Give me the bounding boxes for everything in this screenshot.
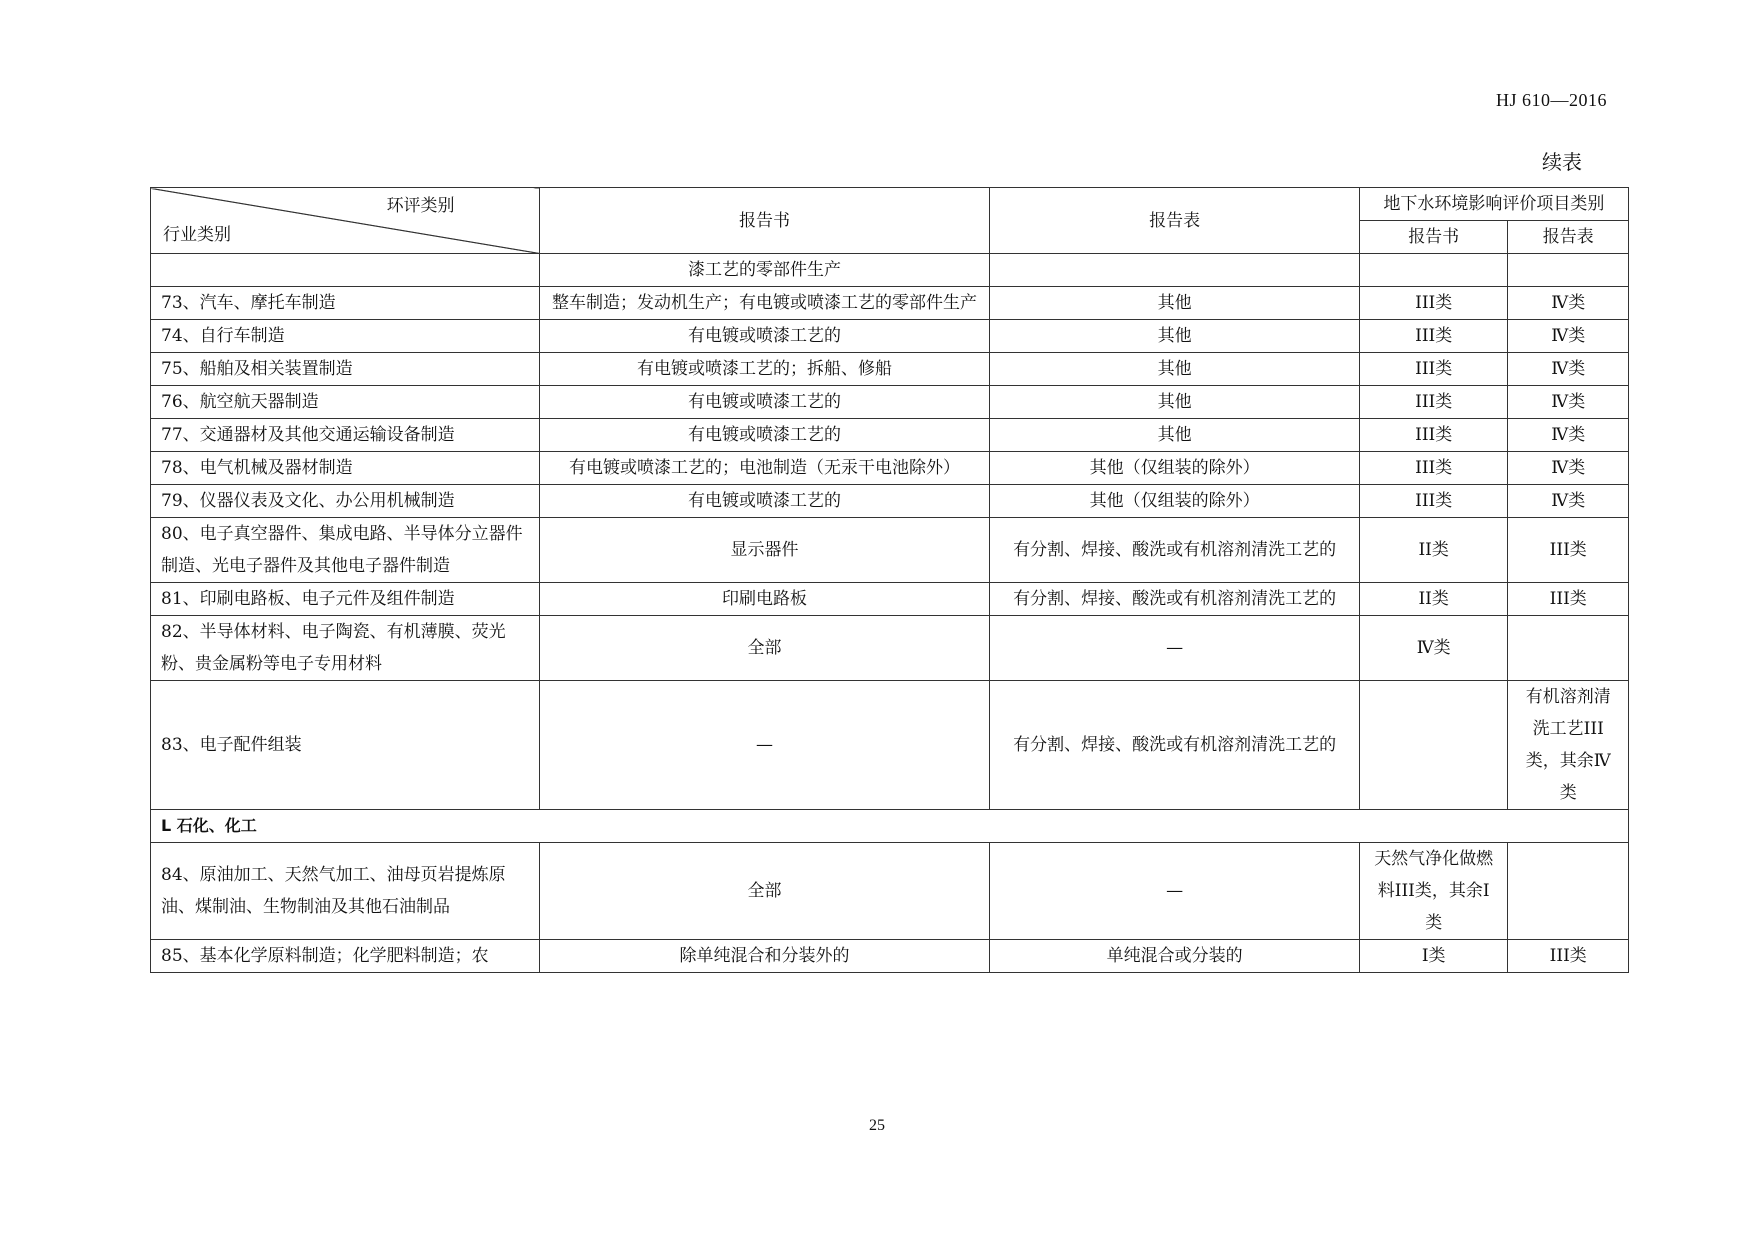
industry-cell: 81、印刷电路板、电子元件及组件制造 [151,583,540,616]
gw-book-cell: III类 [1359,485,1508,518]
table-row [151,843,1629,940]
industry-cell: 74、自行车制造 [151,320,540,353]
table-row [151,452,1629,485]
industry-cell: 80、电子真空器件、集成电路、半导体分立器件制造、光电子器件及其他电子器件制造 [151,518,540,583]
report-form-cell: 有分割、焊接、酸洗或有机溶剂清洗工艺的 [990,518,1360,583]
section-row [151,810,1629,843]
report-form-cell: — [990,843,1360,940]
report-book-cell: 有电镀或喷漆工艺的 [539,485,990,518]
industry-cell: 85、基本化学原料制造；化学肥料制造；农 [151,940,540,973]
report-form-cell: 其他（仅组装的除外） [990,452,1360,485]
gw-form-cell: Ⅳ类 [1508,287,1629,320]
gw-form-cell: Ⅳ类 [1508,386,1629,419]
report-book-cell: 显示器件 [539,518,990,583]
gw-book-cell: III类 [1359,419,1508,452]
report-form-cell: — [990,616,1360,681]
classification-table [150,187,1629,973]
table-row [151,287,1629,320]
gw-form-cell: Ⅳ类 [1508,419,1629,452]
diagonal-header-cell [151,188,540,254]
industry-cell [151,254,540,287]
report-book-cell: 全部 [539,616,990,681]
table-row [151,386,1629,419]
header-eia-category: 环评类别 [386,196,455,216]
gw-book-cell: III类 [1359,452,1508,485]
gw-book-cell: III类 [1359,353,1508,386]
industry-cell: 82、半导体材料、电子陶瓷、有机薄膜、荧光粉、贵金属粉等电子专用材料 [151,616,540,681]
header-gw-report-book: 报告书 [1359,221,1508,254]
header-report-book: 报告书 [539,188,990,254]
gw-book-cell: III类 [1359,386,1508,419]
report-book-cell: 全部 [539,843,990,940]
report-book-cell: 有电镀或喷漆工艺的 [539,320,990,353]
report-book-cell: 有电镀或喷漆工艺的 [539,419,990,452]
gw-form-cell: III类 [1508,940,1629,973]
header-gw-report-form: 报告表 [1508,221,1629,254]
document-code: HJ 610—2016 [1495,90,1607,110]
report-form-cell: 有分割、焊接、酸洗或有机溶剂清洗工艺的 [990,583,1360,616]
table-row [151,616,1629,681]
report-book-cell: 整车制造；发动机生产；有电镀或喷漆工艺的零部件生产 [539,287,990,320]
table-row [151,353,1629,386]
report-book-cell: 印刷电路板 [539,583,990,616]
gw-form-cell: Ⅳ类 [1508,320,1629,353]
report-form-cell: 其他 [990,320,1360,353]
table-row [151,518,1629,583]
gw-book-cell [1359,254,1508,287]
report-book-cell: 有电镀或喷漆工艺的；电池制造（无汞干电池除外） [539,452,990,485]
table-row [151,485,1629,518]
gw-form-cell [1508,843,1629,940]
report-book-cell: 有电镀或喷漆工艺的；拆船、修船 [539,353,990,386]
table-row [151,320,1629,353]
table-row [151,254,1629,287]
report-form-cell: 其他（仅组装的除外） [990,485,1360,518]
gw-book-cell: II类 [1359,583,1508,616]
report-book-cell: 有电镀或喷漆工艺的 [539,386,990,419]
industry-cell: 77、交通器材及其他交通运输设备制造 [151,419,540,452]
gw-form-cell: 有机溶剂清洗工艺III类，其余Ⅳ类 [1508,681,1629,810]
report-form-cell: 其他 [990,287,1360,320]
header-row [151,188,1629,221]
report-form-cell: 单纯混合或分装的 [990,940,1360,973]
gw-book-cell [1359,681,1508,810]
gw-book-cell: III类 [1359,287,1508,320]
header-gw-category: 地下水环境影响评价项目类别 [1359,188,1628,221]
report-book-cell: 除单纯混合和分装外的 [539,940,990,973]
gw-form-cell: III类 [1508,583,1629,616]
gw-form-cell [1508,616,1629,681]
industry-cell: 73、汽车、摩托车制造 [151,287,540,320]
header-report-form: 报告表 [990,188,1360,254]
gw-form-cell: III类 [1508,518,1629,583]
industry-cell: 75、船舶及相关装置制造 [151,353,540,386]
table-row [151,940,1629,973]
gw-form-cell: Ⅳ类 [1508,452,1629,485]
continued-label: 续表 [1542,150,1582,174]
report-form-cell: 其他 [990,419,1360,452]
report-form-cell: 有分割、焊接、酸洗或有机溶剂清洗工艺的 [990,681,1360,810]
industry-cell: 83、电子配件组装 [151,681,540,810]
gw-form-cell: Ⅳ类 [1508,353,1629,386]
header-industry-category: 行业类别 [163,225,231,245]
table-row [151,583,1629,616]
report-book-cell: — [539,681,990,810]
industry-cell: 78、电气机械及器材制造 [151,452,540,485]
report-form-cell: 其他 [990,353,1360,386]
gw-book-cell: I类 [1359,940,1508,973]
gw-book-cell: II类 [1359,518,1508,583]
page-number: 25 [869,1117,885,1134]
report-form-cell [990,254,1360,287]
gw-book-cell: 天然气净化做燃料III类，其余I类 [1359,843,1508,940]
section-heading: L 石化、化工 [151,810,1629,843]
gw-book-cell: Ⅳ类 [1359,616,1508,681]
report-book-cell: 漆工艺的零部件生产 [539,254,990,287]
industry-cell: 76、航空航天器制造 [151,386,540,419]
industry-cell: 79、仪器仪表及文化、办公用机械制造 [151,485,540,518]
gw-form-cell: Ⅳ类 [1508,485,1629,518]
table-row [151,419,1629,452]
table-row [151,681,1629,810]
gw-form-cell [1508,254,1629,287]
report-form-cell: 其他 [990,386,1360,419]
industry-cell: 84、原油加工、天然气加工、油母页岩提炼原油、煤制油、生物制油及其他石油制品 [151,843,540,940]
gw-book-cell: III类 [1359,320,1508,353]
